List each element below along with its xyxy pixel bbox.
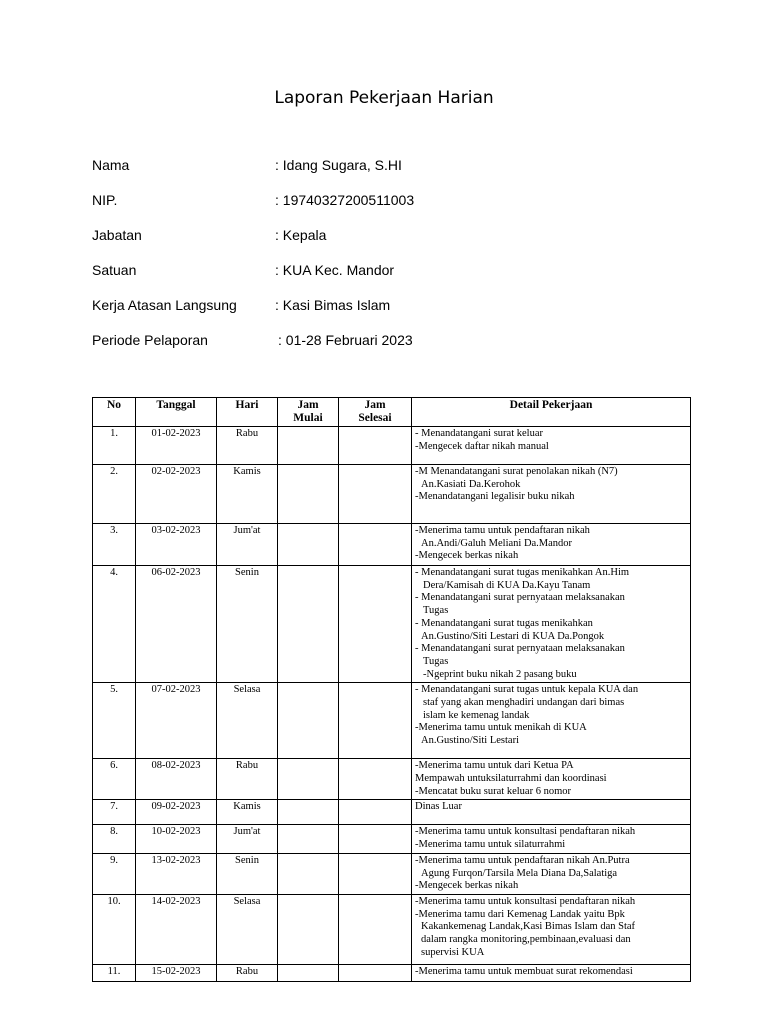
detail-line: Agung Furqon/Tarsila Mela Diana Da,Salatiga [421, 867, 618, 879]
row-tanggal: 10-02-2023 [136, 825, 217, 853]
row-detail [412, 427, 691, 465]
row-jam-mulai [278, 853, 339, 894]
detail-line: Tugas [423, 655, 449, 667]
row-no: 10. [93, 894, 136, 964]
detail-line: - Menandatangani surat tugas menikahkan [415, 617, 593, 629]
detail-line: -Menerima tamu untuk menikah di KUA [415, 722, 587, 734]
row-no: 8. [93, 825, 136, 853]
row-detail [412, 825, 691, 853]
info-row-nip [92, 192, 712, 227]
info-label: Nama [92, 157, 130, 173]
row-tanggal: 07-02-2023 [136, 683, 217, 759]
row-hari: Senin [217, 566, 278, 683]
row-jam-selesai [339, 853, 412, 894]
detail-line: -Ngeprint buku nikah 2 pasang buku [423, 668, 577, 680]
page-title: Laporan Pekerjaan Harian [274, 88, 494, 108]
row-jam-selesai [339, 566, 412, 683]
row-jam-selesai [339, 465, 412, 524]
row-tanggal: 09-02-2023 [136, 800, 217, 825]
row-jam-selesai [339, 894, 412, 964]
info-label: Satuan [92, 262, 137, 278]
row-hari: Selasa [217, 683, 278, 759]
row-tanggal: 03-02-2023 [136, 524, 217, 566]
row-tanggal: 06-02-2023 [136, 566, 217, 683]
table-row [93, 853, 691, 894]
row-hari: Rabu [217, 964, 278, 981]
row-jam-mulai [278, 825, 339, 853]
info-row-jabatan [92, 227, 712, 262]
row-jam-selesai [339, 524, 412, 566]
detail-line: -Menerima tamu untuk silaturrahmi [415, 839, 566, 851]
info-row-atasan [92, 297, 712, 332]
row-no: 7. [93, 800, 136, 825]
detail-line: - Menandatangani surat pernyataan melaksanakan [415, 592, 625, 604]
row-detail [412, 465, 691, 524]
info-row-nama [92, 157, 712, 192]
detail-line: -Menerima tamu untuk membuat surat rekomendasi [415, 965, 633, 977]
detail-line: An.Gustino/Siti Lestari di KUA Da.Pongok [421, 630, 605, 642]
row-no: 9. [93, 853, 136, 894]
table-row [93, 759, 691, 800]
row-tanggal: 14-02-2023 [136, 894, 217, 964]
header-jam-mulai-line2: Mulai [293, 412, 323, 424]
row-detail [412, 894, 691, 964]
detail-line: supervisi KUA [421, 946, 485, 958]
row-no: 4. [93, 566, 136, 683]
row-jam-mulai [278, 524, 339, 566]
row-jam-selesai [339, 825, 412, 853]
info-value: : Kasi Bimas Islam [275, 297, 391, 313]
table-row [93, 800, 691, 825]
table-row [93, 427, 691, 465]
table-row [93, 964, 691, 981]
detail-line: islam ke kemenag landak [423, 709, 530, 721]
row-hari: Rabu [217, 427, 278, 465]
row-hari: Jum'at [217, 524, 278, 566]
row-tanggal: 15-02-2023 [136, 964, 217, 981]
detail-line: An.Andi/Galuh Meliani Da.Mandor [421, 537, 573, 549]
row-tanggal: 02-02-2023 [136, 465, 217, 524]
row-no: 5. [93, 683, 136, 759]
detail-line: -M Menandatangani surat penolakan nikah (N7) [415, 466, 618, 477]
detail-line: -Mengecek daftar nikah manual [415, 440, 549, 452]
header-jam-selesai-line2: Selesai [358, 412, 392, 424]
row-detail [412, 524, 691, 566]
row-hari: Jum'at [217, 825, 278, 853]
header-tanggal: Tanggal [136, 398, 217, 427]
row-jam-selesai [339, 427, 412, 465]
detail-line: -Menerima tamu untuk konsultasi pendaftaran nikah [415, 895, 636, 907]
info-value: : Idang Sugara, S.HI [275, 157, 402, 173]
detail-line: -Menandatangani legalisir buku nikah [415, 491, 575, 503]
row-no: 2. [93, 465, 136, 524]
info-value: : Kepala [275, 227, 327, 243]
detail-line: An.Gustino/Siti Lestari [421, 735, 519, 747]
info-label: Jabatan [92, 227, 142, 243]
table-row [93, 465, 691, 524]
detail-line: -Menerima tamu dari Kemenag Landak yaitu Bpk [415, 908, 625, 920]
row-tanggal: 01-02-2023 [136, 427, 217, 465]
info-value: : KUA Kec. Mandor [275, 262, 395, 278]
header-detail: Detail Pekerjaan [412, 398, 691, 427]
info-row-periode [92, 332, 712, 367]
detail-line: -Menerima tamu untuk konsultasi pendaftaran nikah [415, 826, 636, 838]
detail-line: - Menandatangani surat tugas menikahkan An.Him [415, 567, 630, 578]
row-hari: Kamis [217, 465, 278, 524]
row-jam-mulai [278, 964, 339, 981]
detail-line: An.Kasiati Da.Kerohok [421, 478, 521, 490]
header-jam-selesai-line1: Jam [364, 399, 386, 411]
row-hari: Rabu [217, 759, 278, 800]
detail-line: -Menerima tamu untuk pendaftaran nikah [415, 525, 590, 536]
detail-line: Dinas Luar [415, 801, 462, 813]
row-detail [412, 964, 691, 981]
row-jam-mulai [278, 566, 339, 683]
info-value: : 01-28 Februari 2023 [278, 332, 413, 348]
header-jam-mulai [278, 398, 339, 427]
detail-line: -Menerima tamu untuk dari Ketua PA [415, 760, 574, 772]
info-label: Periode Pelaporan [92, 332, 208, 348]
detail-line: -Mencatat buku surat keluar 6 nomor [415, 785, 571, 797]
row-jam-mulai [278, 759, 339, 800]
detail-line: staf yang akan menghadiri undangan dari bimas [423, 697, 625, 709]
row-hari: Senin [217, 853, 278, 894]
row-detail [412, 800, 691, 825]
info-value: : 19740327200511003 [275, 192, 415, 208]
row-jam-selesai [339, 800, 412, 825]
detail-line: Tugas [423, 605, 449, 617]
table-header-row [93, 398, 691, 427]
row-detail [412, 759, 691, 800]
row-detail [412, 853, 691, 894]
row-jam-mulai [278, 800, 339, 825]
detail-line: -Mengecek berkas nikah [415, 880, 519, 892]
row-jam-mulai [278, 683, 339, 759]
row-tanggal: 13-02-2023 [136, 853, 217, 894]
row-jam-mulai [278, 465, 339, 524]
table-row [93, 894, 691, 964]
header-jam-selesai [339, 398, 412, 427]
row-hari: Selasa [217, 894, 278, 964]
header-jam-mulai-line1: Jam [297, 399, 319, 411]
table-row [93, 524, 691, 566]
row-detail [412, 683, 691, 759]
table-row [93, 566, 691, 683]
row-tanggal: 08-02-2023 [136, 759, 217, 800]
detail-line: -Mengecek berkas nikah [415, 550, 519, 562]
info-label: NIP. [92, 192, 118, 208]
table-row [93, 683, 691, 759]
row-hari: Kamis [217, 800, 278, 825]
row-jam-selesai [339, 683, 412, 759]
table-body [93, 427, 691, 982]
detail-line: - Menandatangani surat keluar [415, 428, 543, 439]
employee-info [92, 157, 712, 367]
detail-line: Dera/Kamisah di KUA Da.Kayu Tanam [423, 579, 591, 591]
detail-line: -Menerima tamu untuk pendaftaran nikah An.Putra [415, 854, 630, 866]
detail-line: - Menandatangani surat tugas untuk kepala KUA dan [415, 684, 639, 696]
row-detail [412, 566, 691, 683]
detail-line: Kakankemenag Landak,Kasi Bimas Islam dan Staf [421, 921, 636, 933]
header-no: No [93, 398, 136, 427]
row-no: 11. [93, 964, 136, 981]
header-hari: Hari [217, 398, 278, 427]
row-jam-selesai [339, 964, 412, 981]
row-no: 3. [93, 524, 136, 566]
detail-line: Mempawah untuksilaturrahmi dan koordinasi [415, 773, 607, 785]
detail-line: dalam rangka monitoring,pembinaan,evaluasi dan [421, 934, 631, 946]
work-log-table [92, 397, 691, 982]
row-jam-mulai [278, 894, 339, 964]
info-label: Kerja Atasan Langsung [92, 297, 237, 313]
row-jam-selesai [339, 759, 412, 800]
row-jam-mulai [278, 427, 339, 465]
detail-line: - Menandatangani surat pernyataan melaksanakan [415, 643, 625, 655]
info-row-satuan [92, 262, 712, 297]
table-row [93, 825, 691, 853]
row-no: 1. [93, 427, 136, 465]
row-no: 6. [93, 759, 136, 800]
